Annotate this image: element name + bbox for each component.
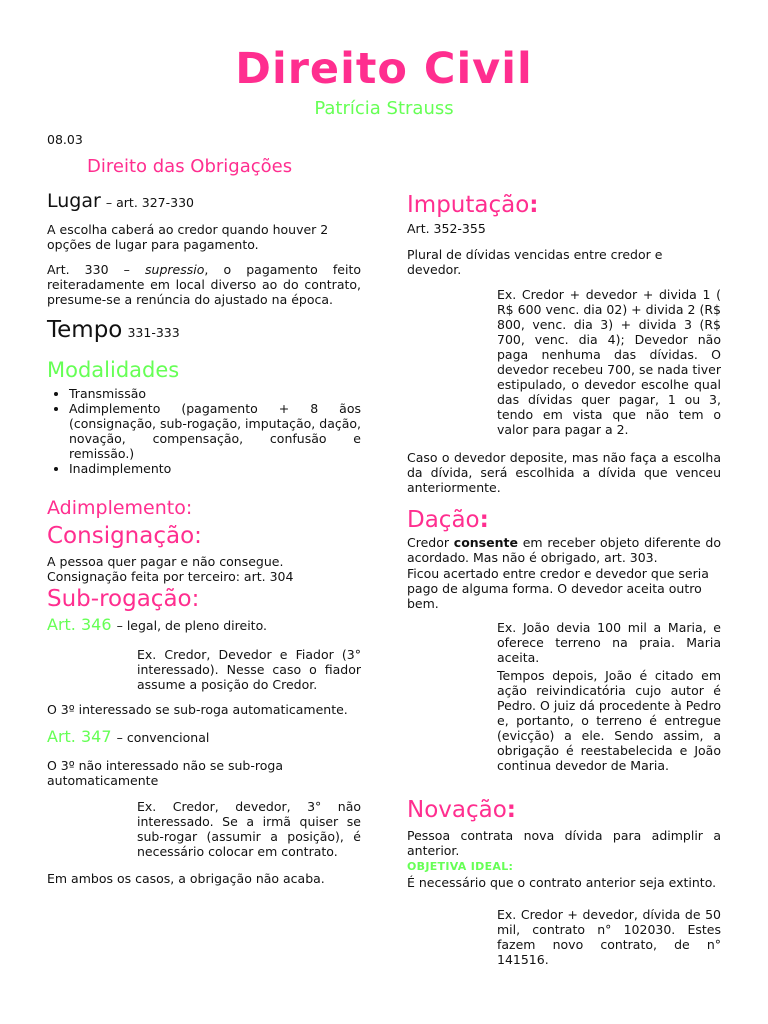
imputacao-example: Ex. Credor + devedor + divida 1 ( R$ 600 venc. dia 02) + divida 2 (R$ 800, venc. dia 3) + divida 3 (R$ 700, venc. dia 4); Devedor não paga nenhuma das dívidas. O devedor recebeu 700, se nada tiver estipulado, o devedor escolhe qual das dívidas quer pagar, 1 ou 3, tendo em vista que não tem o valor para pagar a 2.	[497, 287, 721, 437]
author-name: Patrícia Strauss	[314, 98, 454, 119]
list-item: • Inadimplemento	[69, 461, 361, 476]
dacao-p1-a: Credor	[407, 535, 454, 550]
dacao-p1-bold: consente	[453, 535, 518, 550]
modalidades-heading: Modalidades	[47, 358, 180, 382]
subrogacao-paragraph-2: O 3º não interessado não se sub-roga automaticamente	[47, 758, 283, 788]
art347-label: Art. 347	[47, 727, 112, 746]
consignacao-heading: Consignação:	[47, 523, 202, 549]
tempo-heading	[47, 317, 180, 343]
lugar-p2-prefix: Art. 330 –	[47, 262, 146, 277]
dacao-colon: :	[479, 507, 489, 533]
lugar-paragraph-1: A escolha caberá ao credor quando houver 2 opções de lugar para pagamento.	[47, 222, 329, 252]
consignacao-line-2: Consignação feita por terceiro: art. 304	[47, 569, 294, 584]
dacao-example-2: Tempos depois, João é citado em ação reivindicatória cujo autor é Pedro. O juiz dá procedente à Pedro e, portanto, o terreno é entregue (evicção) a ele. Sendo assim, a obrigação é reestabelecida e João continua devedor de Maria.	[497, 668, 721, 773]
section-subtitle: Direito das Obrigações	[87, 156, 293, 177]
novacao-paragraph-2: É necessário que o contrato anterior seja extinto.	[407, 875, 717, 890]
modalidades-list-container	[47, 386, 361, 476]
lugar-p2-italic: supressio	[145, 262, 205, 277]
dacao-title: Dação	[407, 507, 480, 533]
consignacao-line-1: A pessoa quer pagar e não consegue.	[47, 554, 284, 569]
novacao-paragraph-1: Pessoa contrata nova dívida para adimplir a anterior.	[407, 828, 721, 858]
subrogacao-example-1: Ex. Credor, Devedor e Fiador (3° interessado). Nesse caso o fiador assume a posição do Credor.	[137, 647, 361, 692]
date-label: 08.03	[47, 132, 83, 147]
lugar-paragraph-2	[47, 262, 361, 307]
subrogacao-paragraph-3: Em ambos os casos, a obrigação não acaba.	[47, 871, 325, 886]
list-item: • Adimplemento (pagamento + 8 ãos (consignação, sub-rogação, imputação, dação, novação, compensação, confusão e remissão.)	[69, 401, 361, 461]
imputacao-heading	[407, 192, 539, 218]
adimplemento-heading	[47, 497, 192, 519]
adimplemento-title: Adimplemento	[47, 497, 186, 519]
objetiva-ideal-label: OBJETIVA IDEAL:	[407, 860, 514, 873]
dacao-heading	[407, 507, 489, 533]
imputacao-colon: :	[529, 192, 539, 218]
dacao-paragraph-2: Ficou acertado entre credor e devedor que seria pago de alguma forma. O devedor aceita outro bem.	[407, 566, 709, 611]
document-title: Direito Civil	[235, 44, 533, 94]
lugar-heading	[47, 190, 194, 212]
imputacao-paragraph-1: Plural de dívidas vencidas entre credor e devedor.	[407, 247, 663, 277]
dacao-example-1: Ex. João devia 100 mil a Maria, e oferece terreno na praia. Maria aceita.	[497, 620, 721, 665]
novacao-colon: :	[506, 797, 516, 823]
subrogacao-example-2: Ex. Credor, devedor, 3° não interessado. Se a irmã quiser se sub-rogar (assumir a posição), é necessário colocar em contrato.	[137, 799, 361, 859]
tempo-title: Tempo	[47, 317, 123, 343]
imputacao-title: Imputação	[407, 192, 530, 218]
adimplemento-colon: :	[185, 497, 193, 519]
dacao-p1-c: em receber objeto diferente do acordado. Mas não é obrigado, art. 303.	[407, 535, 721, 565]
modalidades-list	[47, 386, 361, 476]
art346-label: Art. 346	[47, 615, 112, 634]
imputacao-ref: Art. 352-355	[407, 221, 486, 236]
art347-desc: – convencional	[116, 730, 210, 745]
lugar-title: Lugar	[47, 190, 101, 212]
art346-desc: – legal, de pleno direito.	[116, 618, 267, 633]
lugar-ref: – art. 327-330	[105, 195, 195, 210]
lugar-p2-suffix: , o pagamento feito reiteradamente em local diverso ao do contrato, presume-se a renúncia do ajustado na época.	[47, 262, 362, 307]
subrogacao-paragraph-1: O 3º interessado se sub-roga automaticamente.	[47, 702, 348, 717]
novacao-title: Novação	[407, 797, 507, 823]
subrogacao-heading: Sub-rogação:	[47, 586, 200, 612]
novacao-heading	[407, 797, 516, 823]
dacao-paragraph-1	[407, 535, 721, 565]
novacao-example: Ex. Credor + devedor, dívida de 50 mil, contrato n° 102030. Estes fazem novo contrato, de n° 141516.	[497, 907, 721, 967]
list-item: • Transmissão	[69, 386, 361, 401]
art347-line	[47, 727, 209, 746]
art346-line	[47, 615, 267, 634]
imputacao-paragraph-2: Caso o devedor deposite, mas não faça a escolha da dívida, será escolhida a dívida que venceu anteriormente.	[407, 450, 721, 495]
tempo-ref: 331-333	[127, 325, 180, 340]
